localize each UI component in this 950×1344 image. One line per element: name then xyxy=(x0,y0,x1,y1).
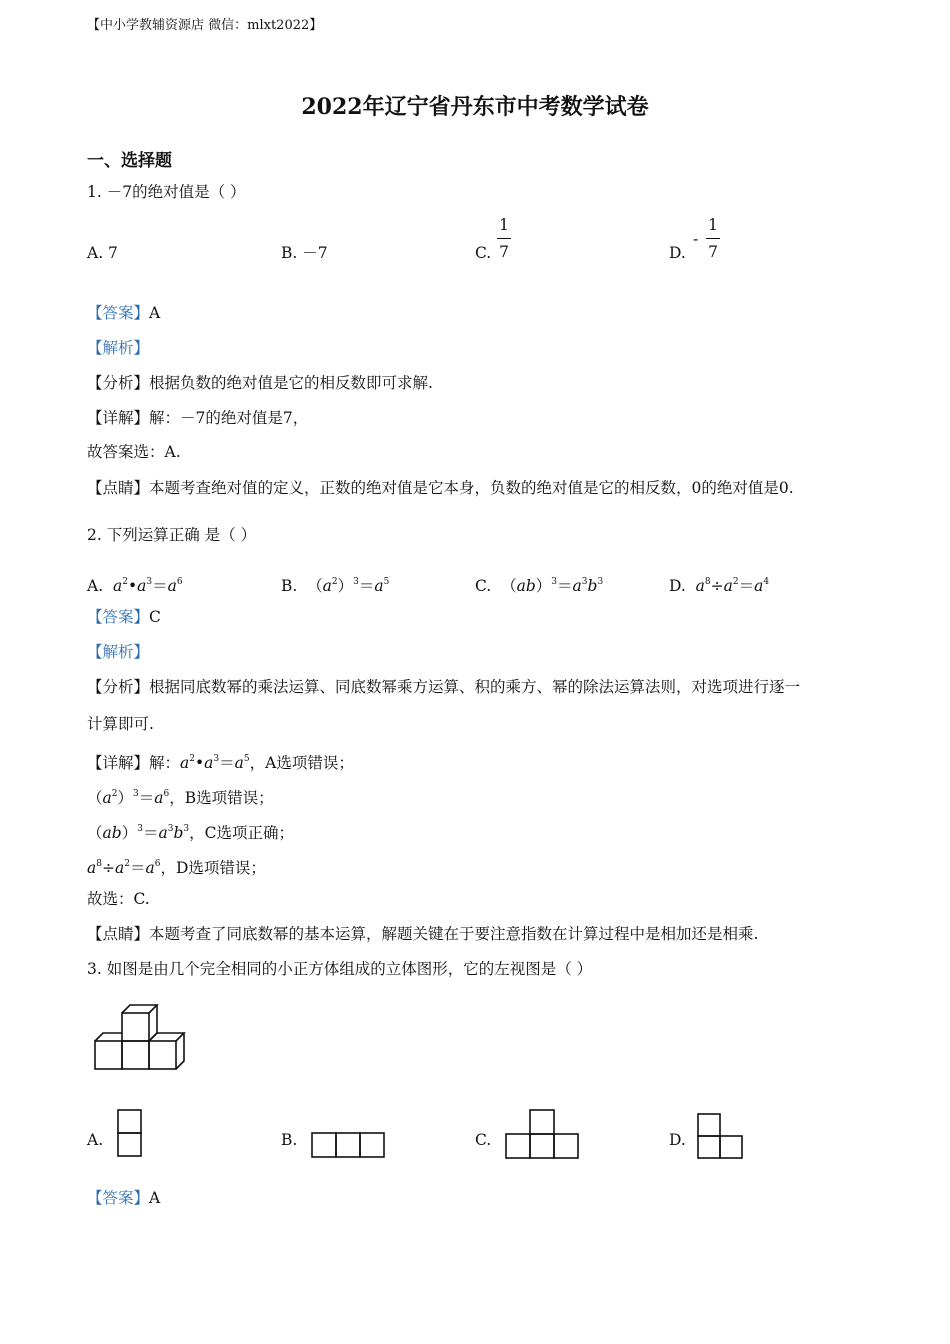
q2-jiexi-tag: 【解析】 xyxy=(87,643,150,661)
q1-option-a: A. 7 xyxy=(87,244,118,262)
q3-option-c-figure xyxy=(505,1109,581,1161)
q3-solid-figure xyxy=(94,1004,188,1072)
q3-option-b-figure xyxy=(311,1132,387,1160)
q1-option-c: C. xyxy=(475,244,492,262)
q1-conclusion: 故答案选：A. xyxy=(87,443,181,461)
q2-fenxi: 【分析】根据同底数幂的乘法运算、同底数幂乘方运算、积的乘方、幂的除法运算法则，对选项进行逐一 xyxy=(87,678,801,696)
q1-option-d-minus: - xyxy=(693,230,699,248)
q1-option-b: B. －7 xyxy=(281,244,328,262)
q2-xiangjie-line2: $(a^2)^3=a^6$，B选项错误； xyxy=(87,789,274,807)
q1-fenxi: 【分析】根据负数的绝对值是它的相反数即可求解. xyxy=(87,374,433,392)
q3-stem: 3. 如图是由几个完全相同的小正方体组成的立体图形，它的左视图是（ ） xyxy=(87,960,593,978)
page-title: 2022年辽宁省丹东市中考数学试卷 xyxy=(301,94,649,120)
q2-option-a: A. $a^2•a^3=a^6$ xyxy=(87,577,183,595)
q3-answer: 【答案】A xyxy=(87,1189,161,1207)
q1-dianjing: 【点睛】本题考查绝对值的定义，正数的绝对值是它本身，负数的绝对值是它的相反数，0的绝对值是0. xyxy=(87,479,794,497)
q2-conclusion: 故选：C. xyxy=(87,890,150,908)
q3-option-a: A. xyxy=(87,1131,104,1149)
q2-answer: 【答案】C xyxy=(87,608,161,626)
q1-option-d: D. xyxy=(669,244,686,262)
q1-option-d-fraction: 1 7 xyxy=(706,216,720,261)
q2-fenxi-cont: 计算即可. xyxy=(87,715,154,733)
q2-option-c: C. $(ab)^3=a^3b^3$ xyxy=(475,577,604,595)
q2-xiangjie-line4: $a^8\div a^2=a^6$，D选项错误； xyxy=(87,859,266,877)
q3-option-a-figure xyxy=(117,1109,143,1159)
q2-xiangjie-line3: $(ab)^3=a^3b^3$，C选项正确； xyxy=(87,824,294,842)
q3-option-d-figure xyxy=(697,1113,747,1161)
q1-xiangjie: 【详解】解：－7的绝对值是7， xyxy=(87,409,309,427)
page-header: 【中小学教辅资源店 微信：mlxt2022】 xyxy=(87,18,323,33)
q1-jiexi-tag: 【解析】 xyxy=(87,339,150,357)
q3-option-c: C. xyxy=(475,1131,492,1149)
q1-option-c-fraction: 1 7 xyxy=(497,216,511,261)
q2-dianjing: 【点睛】本题考查了同底数幂的基本运算，解题关键在于要注意指数在计算过程中是相加还是相乘. xyxy=(87,925,759,943)
q3-option-d: D. xyxy=(669,1131,686,1149)
q2-xiangjie-line1: 【详解】解：$a^2•a^3=a^5$，A选项错误； xyxy=(87,754,354,772)
q1-stem: 1. －7的绝对值是（ ） xyxy=(87,183,246,201)
section-heading: 一、选择题 xyxy=(87,151,172,171)
q2-option-d: D. $a^8\div a^2=a^4$ xyxy=(669,577,770,595)
q2-stem: 2. 下列运算正确 是（ ） xyxy=(87,526,257,544)
q3-option-b: B. xyxy=(281,1131,298,1149)
q1-answer: 【答案】A xyxy=(87,304,161,322)
q2-option-b: B. $(a^2)^3=a^5$ xyxy=(281,577,390,595)
